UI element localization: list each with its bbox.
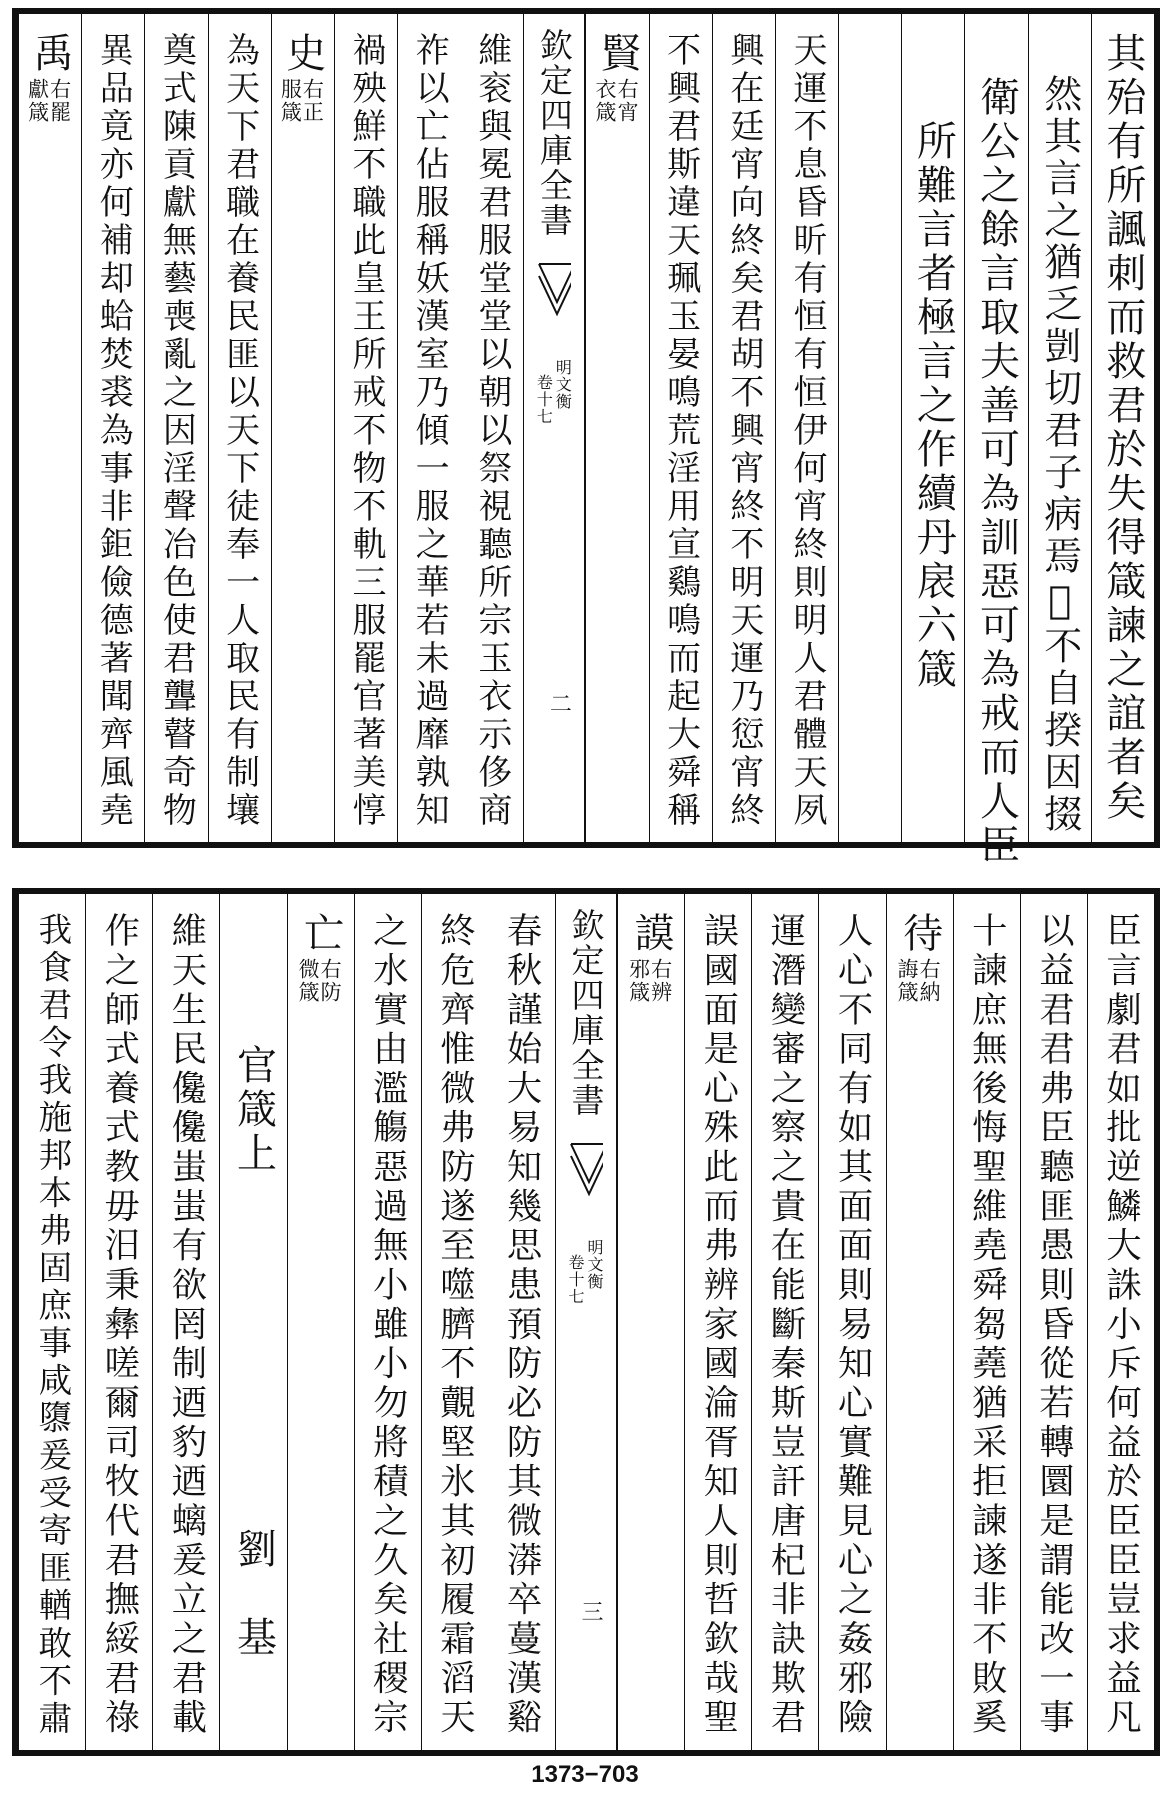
spine-volume: 卷十七 [566,1254,585,1305]
text-column [397,14,460,842]
text-column [585,14,648,842]
text-column [775,14,838,842]
text-column [964,14,1027,868]
text-column [144,14,207,842]
column-text: 賢 [594,32,641,76]
spine-page-number: 三 [578,1600,603,1623]
text-column [152,894,219,1750]
center-spine [555,894,617,1750]
spine-title: 欽定四庫全書 [534,28,574,238]
column-text: 其殆有所諷刺而救君於失得箴諫之誼者矣 [1099,32,1146,824]
column-text: 奠式陳貢獻無藝喪亂之因淫聲冶色使君聾瞽奇物 [156,32,197,830]
column-text: 史 [279,32,326,76]
column-text: 維天生民儳儳蚩蚩有欲罔制迺豹迺螭爰立之君載 [165,912,207,1738]
column-text: 為天下君職在養民匪以天下徒奉一人取民有制壤 [219,32,260,830]
text-column [85,894,152,1750]
text-column [886,894,953,1750]
column-text: 終危齊惟微弗防遂至噬臍不覿堅氷其初履霜滔天 [434,912,476,1738]
column-text: 春秋謹始大易知幾思患預防必防其微漭卒蔓漢谿 [501,912,543,1738]
annotation-note: 右辨邪箴 [626,958,673,1004]
annotation-note: 右納誨箴 [895,958,942,1004]
column-text: 維衮與冕君服堂堂以朝以祭視聽所宗玉衣示侈商 [471,32,512,830]
column-text: 運潛變審之察之貴在能斷秦斯豈訐唐杞非訣欺君 [764,912,806,1738]
text-column [354,894,421,1750]
upper-page [0,0,1170,868]
center-spine [523,14,585,842]
column-text: 所難言者極言之作續丹扆六箴 [910,120,957,692]
lower-page [0,880,1170,1765]
text-column [953,894,1020,1750]
text-column [208,14,271,842]
text-column [81,14,144,842]
spine-title: 欽定四庫全書 [566,908,606,1118]
column-text: 謨 [628,912,675,956]
text-column [334,14,397,842]
text-column [271,14,334,842]
lower-page-frame [12,888,1160,1756]
spine-volume: 卷十七 [534,374,554,425]
upper-columns [18,14,1154,868]
column-text: 衛公之餘言取夫善可為訓惡可為戒而人臣 [973,76,1020,868]
column-text: 我食君令我施邦本弗固庶事咸隳爰受寄匪輶敢不肅 [32,912,72,1738]
column-text: 人心不同有如其面面則易知心實難見心之姦邪險 [832,912,874,1738]
column-text: 作之師式養式教毋汨秉彝嗟爾司牧代君撫綏君祿 [98,912,140,1738]
text-column [421,894,488,1750]
fishtail-mark-icon [569,1142,603,1212]
column-text: 待 [896,912,943,956]
upper-page-frame [12,8,1160,868]
text-column [219,894,286,1750]
text-column [751,894,818,1750]
text-column [617,894,684,1750]
column-text: 天運不息昏昕有恒有恒伊何宵終則明人君體天夙 [787,32,828,830]
column-text: 禍殃鮮不職此皇王所戒不物不軌三服罷官著美惇 [345,32,386,830]
column-text: 不興君斯違天珮玉晏鳴荒淫用宣鷄鳴而起大舜稱 [660,32,701,830]
lower-columns [18,894,1154,1750]
annotation-note: 右防微箴 [296,958,343,1004]
annotation-note: 右宵衣箴 [593,78,640,124]
text-column [712,14,775,842]
text-column [18,14,81,842]
column-text: 禹 [27,32,74,76]
column-text: 官箴上 劉 基 [230,1044,277,1660]
page-number-footer: 1373−703 [531,1761,639,1788]
spine-page-number: 二 [546,692,572,715]
text-column [684,894,751,1750]
annotation-note: 右正服箴 [278,78,325,124]
text-column [649,14,712,842]
annotation-note: 右罷獻箴 [25,78,72,124]
column-text: 誤國面是心殊此而弗辨家國淪胥知人則哲欽哉聖 [697,912,739,1738]
text-column [901,14,964,842]
column-text: 異品竟亦何補却蛤焚裘為事非鉅儉德著聞齊風堯 [93,32,134,830]
text-column [18,894,85,1750]
text-column [1087,894,1154,1750]
text-column [287,894,354,1750]
spine-book-title: 明文衡 [553,359,573,410]
text-column [488,894,555,1750]
text-column [838,14,901,842]
column-text: 祚以亡佔服稱妖漢室乃傾一服之華若未過靡孰知 [409,32,450,830]
column-text: 臣言劇君如批逆鱗大誅小斥何益於臣臣豈求益凡 [1100,912,1142,1738]
column-text: 以益君君弗臣聽匪愚則昏從若轉圜是謂能改一事 [1033,912,1075,1738]
text-column [460,14,523,842]
text-column [1028,14,1091,842]
column-text: 之水實由濫觴惡過無小雖小勿將積之久矣社稷宗 [367,912,409,1738]
column-text: 然其言之猶乏剴切君子病焉𢈪不自揆因掇 [1037,74,1082,836]
spine-book-title: 明文衡 [585,1239,604,1290]
column-text: 亡 [297,912,344,956]
text-column [1091,14,1154,842]
fishtail-mark-icon [537,262,571,332]
text-column [1020,894,1087,1750]
column-text: 十諫庶無後悔聖維堯舜芻蕘猶采拒諫遂非不敗奚 [966,912,1008,1738]
column-text: 興在廷宵向終矣君胡不興宵終不明天運乃愆宵終 [723,32,764,830]
text-column [818,894,885,1750]
